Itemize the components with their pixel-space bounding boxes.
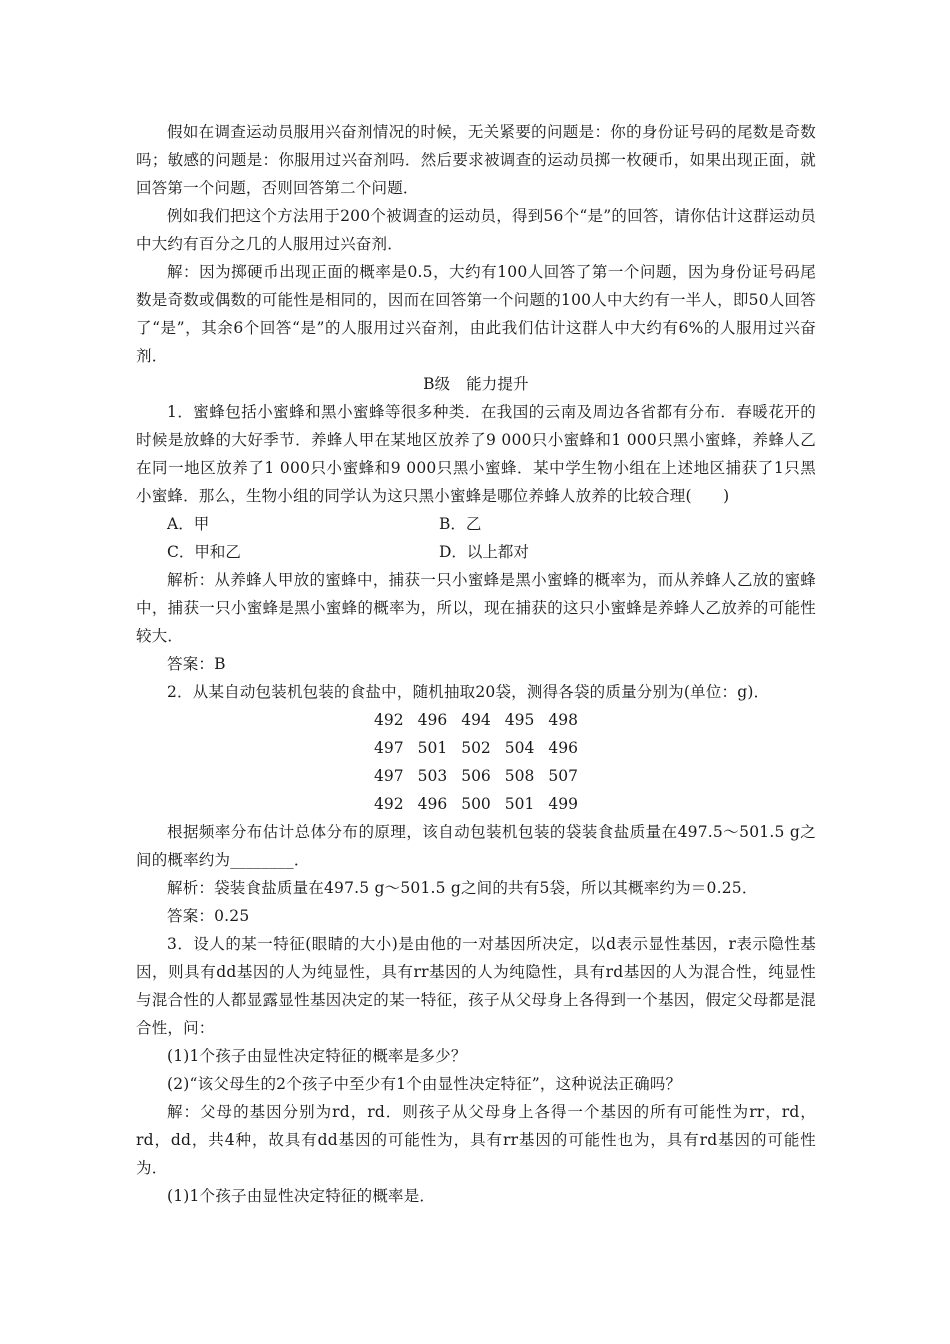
table-row bbox=[367, 790, 585, 818]
table-cell: 499 bbox=[548, 795, 578, 813]
intro-paragraph: 假如在调查运动员服用兴奋剂情况的时候，无关紧要的问题是：你的身份证号码的尾数是奇数吗；敏感的问题是：你服用过兴奋剂吗．然后要求被调查的运动员掷一枚硬币，如果出现正面，就回答第一个问题，否则回答第二个问题． bbox=[136, 123, 816, 197]
table-row bbox=[367, 706, 585, 734]
table-cell: 494 bbox=[461, 711, 491, 729]
table-cell: 497 bbox=[374, 767, 404, 785]
solution-paragraph: 解：因为掷硬币出现正面的概率是0.5，大约有100人回答了第一个问题，因为身份证号码尾数是奇数或偶数的可能性是相同的，因而在回答第一个问题的100人中大约有一半人，即50人回答了“是”，其余6个回答“是”的人服用过兴奋剂，由此我们估计这群人中大约有6%的人服用过兴奋剂． bbox=[136, 263, 816, 365]
question-1-options-row-2 bbox=[136, 538, 816, 566]
table-cell: 506 bbox=[461, 767, 491, 785]
option-d: D．以上都对 bbox=[439, 543, 529, 561]
question-2-stem: 2．从某自动包装机包装的食盐中，随机抽取20袋，测得各袋的质量分别为(单位：g)． bbox=[167, 683, 770, 701]
table-cell: 504 bbox=[504, 739, 535, 757]
question-2-analysis: 解析：袋装食盐质量在497.5 g～501.5 g之间的共有5袋，所以其概率约为＝0.25． bbox=[167, 879, 758, 897]
table-cell: 492 bbox=[374, 711, 404, 729]
table-cell: 495 bbox=[504, 711, 535, 729]
question-1-analysis: 解析：从养蜂人甲放的蜜蜂中，捕获一只小蜜蜂是黑小蜜蜂的概率为，而从养蜂人乙放的蜜蜂中，捕获一只小蜜蜂是黑小蜜蜂的概率为，所以，现在捕获的这只小蜜蜂是养蜂人乙放养的可能性较大． bbox=[136, 571, 816, 645]
question-2-end: ． bbox=[293, 851, 310, 869]
table-cell: 496 bbox=[417, 711, 448, 729]
table-cell: 492 bbox=[374, 795, 404, 813]
question-2-text: 根据频率分布估计总体分布的原理，该自动包装机包装的袋装食盐质量在497.5～501.5 g之间的概率约为 bbox=[136, 823, 816, 869]
table-cell: 502 bbox=[461, 739, 491, 757]
table-cell: 501 bbox=[417, 739, 448, 757]
question-3-sub-2: (2)“该父母生的2个孩子中至少有1个由显性决定特征”，这种说法正确吗？ bbox=[167, 1075, 682, 1093]
answer-blank: ________ bbox=[230, 851, 294, 869]
table-cell: 501 bbox=[504, 795, 535, 813]
table-cell: 497 bbox=[374, 739, 404, 757]
question-1-answer: 答案：B bbox=[167, 655, 226, 673]
question-2-answer: 答案：0.25 bbox=[167, 907, 250, 925]
option-c: C．甲和乙 bbox=[167, 543, 241, 561]
question-3-solution-1: (1)1个孩子由显性决定特征的概率是． bbox=[167, 1187, 436, 1205]
example-paragraph: 例如我们把这个方法用于200个被调查的运动员，得到56个“是”的回答，请你估计这群运动员中大约有百分之几的人服用过兴奋剂． bbox=[136, 207, 816, 253]
document-page bbox=[136, 118, 816, 1210]
question-1-stem: 1．蜜蜂包括小蜜蜂和黑小蜜蜂等很多种类．在我国的云南及周边各省都有分布．春暖花开的时候是放蜂的大好季节．养蜂人甲在某地区放养了9 000只小蜜蜂和1 000只黑小蜜蜂，养蜂人乙在同一地区放养了1 000只小蜜蜂和9 000只黑小蜜蜂．某中学生物小组在上述地区捕获了1只黑小蜜蜂．那么，生物小组的同学认为这只黑小蜜蜂是哪位养蜂人放养的比较合理( ) bbox=[136, 403, 816, 505]
table-cell: 507 bbox=[548, 767, 578, 785]
table-row bbox=[367, 734, 585, 762]
table-cell: 503 bbox=[417, 767, 448, 785]
option-b: B．乙 bbox=[439, 515, 482, 533]
table-cell: 500 bbox=[461, 795, 491, 813]
question-1-options-row-1 bbox=[136, 510, 816, 538]
table-cell: 496 bbox=[548, 739, 578, 757]
table-cell: 498 bbox=[548, 711, 578, 729]
table-row bbox=[367, 762, 585, 790]
table-cell: 496 bbox=[417, 795, 448, 813]
option-a: A．甲 bbox=[167, 515, 210, 533]
question-3-solution: 解：父母的基因分别为rd，rd．则孩子从父母身上各得一个基因的所有可能性为rr，rd，rd，dd，共4种，故具有dd基因的可能性为，具有rr基因的可能性也为，具有rd基因的可能性为． bbox=[136, 1103, 816, 1177]
section-heading: B级 能力提升 bbox=[423, 375, 529, 393]
question-2-question bbox=[136, 818, 816, 874]
question-3-sub-1: (1)1个孩子由显性决定特征的概率是多少？ bbox=[167, 1047, 467, 1065]
table-cell: 508 bbox=[504, 767, 535, 785]
mass-data-table bbox=[367, 706, 585, 818]
question-3-stem: 3．设人的某一特征(眼睛的大小)是由他的一对基因所决定，以d表示显性基因，r表示隐性基因，则具有dd基因的人为纯显性，具有rr基因的人为纯隐性，具有rd基因的人为混合性，纯显性与混合性的人都显露显性基因决定的某一特征，孩子从父母身上各得到一个基因，假定父母都是混合性，问： bbox=[136, 935, 816, 1037]
